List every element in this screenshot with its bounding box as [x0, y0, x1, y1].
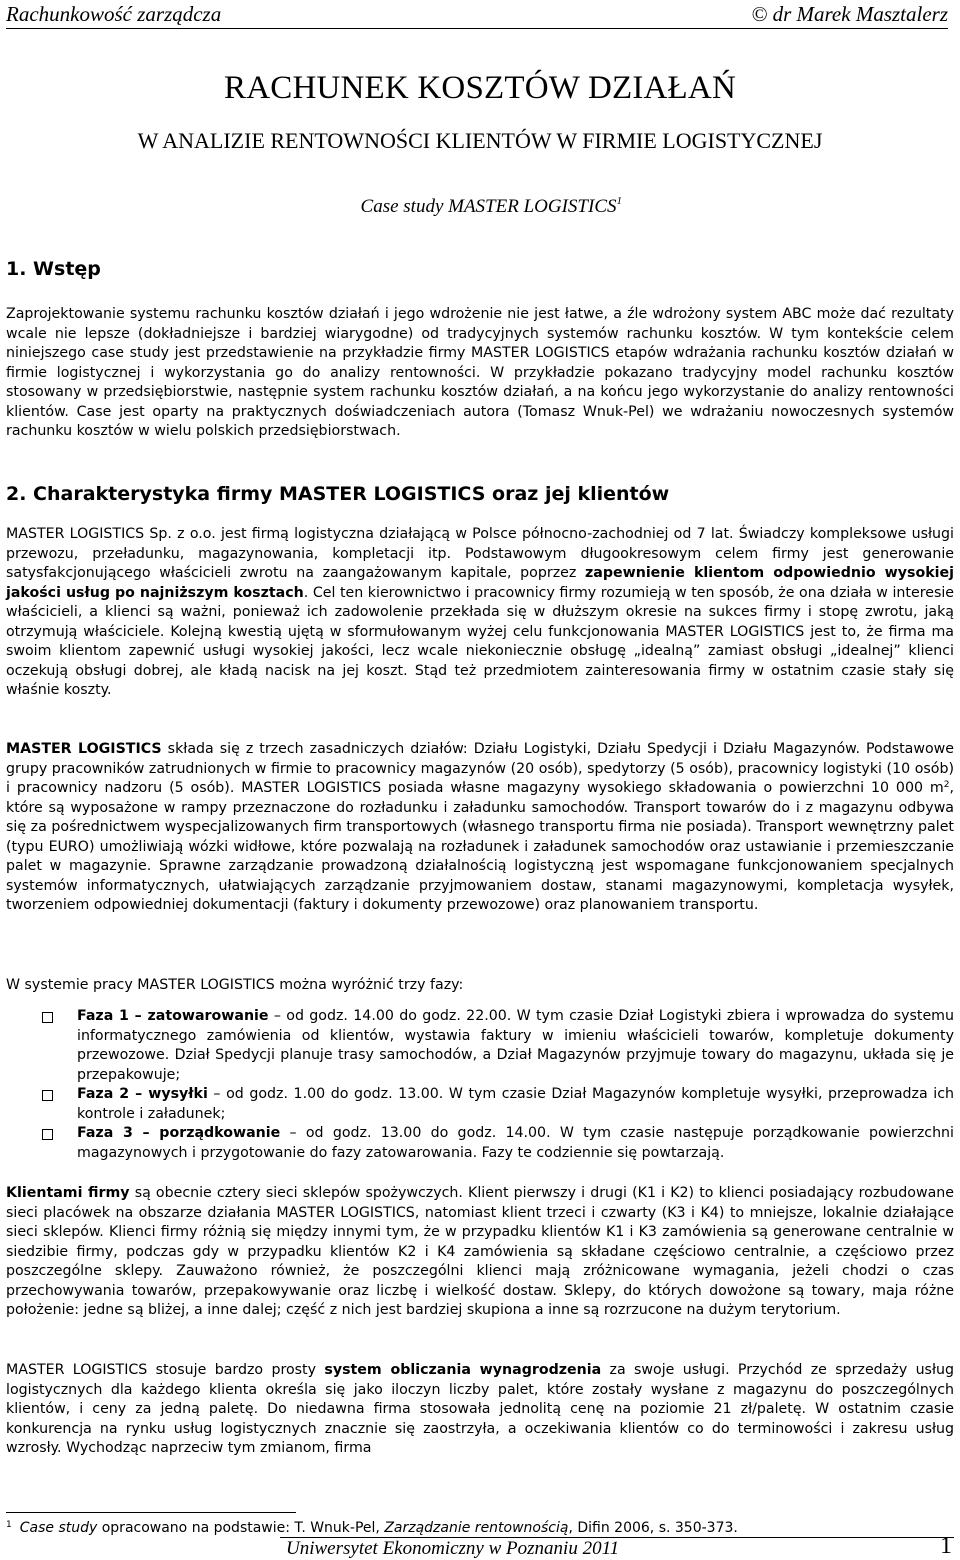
footnote: $^1$ Case study opracowano na podstawie: T. Wnuk-Pel, Zarządzanie rentownością, Difin 2006, s. 350-373. [6, 1520, 738, 1536]
phases-list [6, 1007, 954, 1163]
section2-paragraph-3: W systemie pracy MASTER LOGISTICS można wyróżnić trzy fazy: [6, 977, 464, 993]
checkbox-bullet-icon [42, 1090, 53, 1101]
section1-body [6, 305, 954, 442]
footnote-ref: 1 [616, 195, 622, 207]
section-heading-1: 1. Wstęp [6, 258, 101, 280]
paragraph: Zaprojektowanie systemu rachunku kosztów działań i jego wdrożenie nie jest łatwe, a źle wdrożony system ABC może dać rezultaty wcale nie lepsze (dokładniejsze i bardziej wiarygodne) od tradycyjnych systemów rachunku kosztów. W tym kontekście celem niniejszego case study jest przedstawienie na przykładzie firmy MASTER LOGISTICS etapów wdrażania rachunku kosztów działań w firmie logistycznej i wykorzystania go do analizy rentowności. W przykładzie pokazano tradycyjny model rachunku kosztów stosowany w przedsiębiorstwie, następnie system rachunku kosztów działań, a na końcu jego wykorzystanie do analizy rentowności klientów. Case jest oparty na praktycznych doświadczeniach autora (Tomasz Wnuk-Pel) we wdrażaniu nowoczesnych systemów rachunku kosztów w wielu polskich przedsiębiorstwach. [6, 306, 954, 439]
footer-university: Uniwersytet Ekonomiczny w Poznaniu 2011 [286, 1538, 620, 1559]
footnote-separator [6, 1512, 296, 1513]
document-title: RACHUNEK KOSZTÓW DZIAŁAŃ [224, 70, 736, 106]
emphasis: Klientami firmy [6, 1185, 130, 1201]
checkbox-bullet-icon [42, 1012, 53, 1023]
page-number: 1 [940, 1533, 952, 1559]
emphasis: MASTER LOGISTICS [6, 741, 162, 757]
document-subtitle: W ANALIZIE RENTOWNOŚCI KLIENTÓW W FIRMIE LOGISTYCZNEJ [137, 128, 823, 153]
list-item: Faza 2 – wysyłki – od godz. 1.00 do godz. 13.00. W tym czasie Dział Magazynów kompletuje wysyłki, przeprowadza ich kontrole i załadunek; [6, 1085, 954, 1124]
running-header [6, 0, 948, 29]
section2-paragraph-5: MASTER LOGISTICS stosuje bardzo prosty system obliczania wynagrodzenia za swoje usługi. Przychód ze sprzedaży usług logistycznych dla każdego klienta określa się jako iloczyn liczby palet, które zostały wysłane z magazynu do poszczególnych klientów, i ceny za jedną paletę. Do niedawna firma stosowała jednolitą cenę na poziomie 21 zł/paletę. W ostatnim czasie konkurencja na rynku usług logistycznych znacznie się zaostrzyła, a oczekiwania klientów co do terminowości i zakresu usług wzrosły. Wychodząc naprzeciw tym zmianom, firma [6, 1362, 954, 1456]
section2-paragraph-4: Klientami firmy są obecnie cztery sieci sklepów spożywczych. Klient pierwszy i drugi (K1 i K2) to klienci posiadający rozbudowane sieci placówek na obszarze działania MASTER LOGISTICS, natomiast klient trzeci i czwarty (K3 i K4) to mniejsze, lokalnie działające sieci sklepów. Klienci firmy różnią się między innymi tym, że w przypadku klientów K1 i K3 zamówienia są generowane centralnie w siedzibie firmy, podczas gdy w przypadku klientów K2 i K4 zamówienia są składane częściowo centralnie, a częściowo przez poszczególne sklepy. Zauważono również, że poszczególni klienci mają zróżnicowane wymagania, jeżeli chodzi o czas przechowywania towarów, przepakowywanie oraz liczbę i wielkość dostaw. Sklepy, do których dowożone są towary, maja różne położenie: jedne są bliżej, a inne dalej; część z nich jest bardziej skupiona a inne są rozrzucone na dużym terytorium. [6, 1185, 954, 1318]
section2-paragraph-2: MASTER LOGISTICS składa się z trzech zasadniczych działów: Działu Logistyki, Działu Spedycji i Działu Magazynów. Podstawowe grupy pracowników zatrudnionych w firmie to pracownicy magazynów (20 osób), spedytorzy (5 osób), pracownicy logistyki (10 osób) i pracownicy nadzoru (5 osób). MASTER LOGISTICS posiada własne magazyny wysokiego składowania o powierzchni 10 000 $m^2$, które są wyposażone w rampy przeznaczone do rozładunku i załadunku samochodów. Transport towarów do i z magazynu odbywa się za pośrednictwem wyspecjalizowanych firm transportowych (własnego transportu firma nie posiada). Transport wewnętrzny palet (typu EURO) umożliwiają wózki widłowe, które pozwalają na rozładunek i załadunek samochodów oraz ustawianie i przemieszczanie palet w magazynie. Sprawne zarządzanie prowadzoną działalnością logistyczną jest wspomagane funkcjonowaniem specjalnych systemów informatycznych, ułatwiających zarządzanie przyjmowaniem dostaw, stanami magazynowymi, kompletacja wysyłek, tworzeniem odpowiedniej dokumentacji (faktury i dokumenty przewozowe) oraz planowaniem transportu. [6, 741, 954, 913]
header-author: © dr Marek Masztalerz [751, 2, 948, 26]
emphasis: zapewnienie klientom odpowiednio wysokiej jakości usług po najniższym kosztach [6, 565, 954, 601]
emphasis: system obliczania wynagrodzenia [324, 1362, 602, 1378]
case-study-label: Case study MASTER LOGISTICS$^1$ [360, 195, 622, 217]
header-course: Rachunkowość zarządcza [6, 2, 222, 26]
section2-paragraph-1: MASTER LOGISTICS Sp. z o.o. jest firmą logistyczna działającą w Polsce północno-zachodniej od 7 lat. Świadczy kompleksowe usługi przewozu, przeładunku, magazynowania, kompletacji itp. Podstawowym długookresowym celem firmy jest generowanie satysfakcjonującego właścicieli zwrotu na zaangażowanym kapitale, poprzez zapewnienie klientom odpowiednio wysokiej jakości usług po najniższym kosztach. Cel ten kierownictwo i pracownicy firmy rozumieją w ten sposób, że ona działa w interesie właścicieli, a klienci są ważni, ponieważ ich zadowolenie przekłada się w dłuższym okresie na sukces firmy i stopę zwrotu, jaką otrzymują właściciele. Kolejną kwestią ujętą w sformułowanym wyżej celu funkcjonowania MASTER LOGISTICS jest to, że firma ma swoim klientom zapewnić usługi wysokiej jakości, lecz wcale niekoniecznie obsługę „idealną” zamiast obsługi „idealnej” klienci oczekują obsługi dobrej, ale kładą nacisk na jej koszt. Stąd też przedmiotem zainteresowania firmy w ostatnim czasie stały się właśnie koszty. [6, 526, 955, 698]
list-item: Faza 1 – zatowarowanie – od godz. 14.00 do godz. 22.00. W tym czasie Dział Logistyki zbiera i wprowadza do systemu informatycznego zamówienia od klientów, wystawia faktury w imieniu właścicieli towarów, kompletuje dokumenty przewozowe. Dział Spedycji planuje trasy samochodów, a Dział Magazynów przyjmuje towary do magazynu, układa się je przepakowuje; [6, 1007, 954, 1085]
checkbox-bullet-icon [42, 1129, 53, 1140]
list-item: Faza 3 – porządkowanie – od godz. 13.00 do godz. 14.00. W tym czasie następuje porządkowanie powierzchni magazynowych i przygotowanie do fazy zatowarowania. Fazy te codziennie się powtarzają. [6, 1124, 954, 1163]
section-heading-2: 2. Charakterystyka firmy MASTER LOGISTICS oraz jej klientów [6, 483, 670, 505]
